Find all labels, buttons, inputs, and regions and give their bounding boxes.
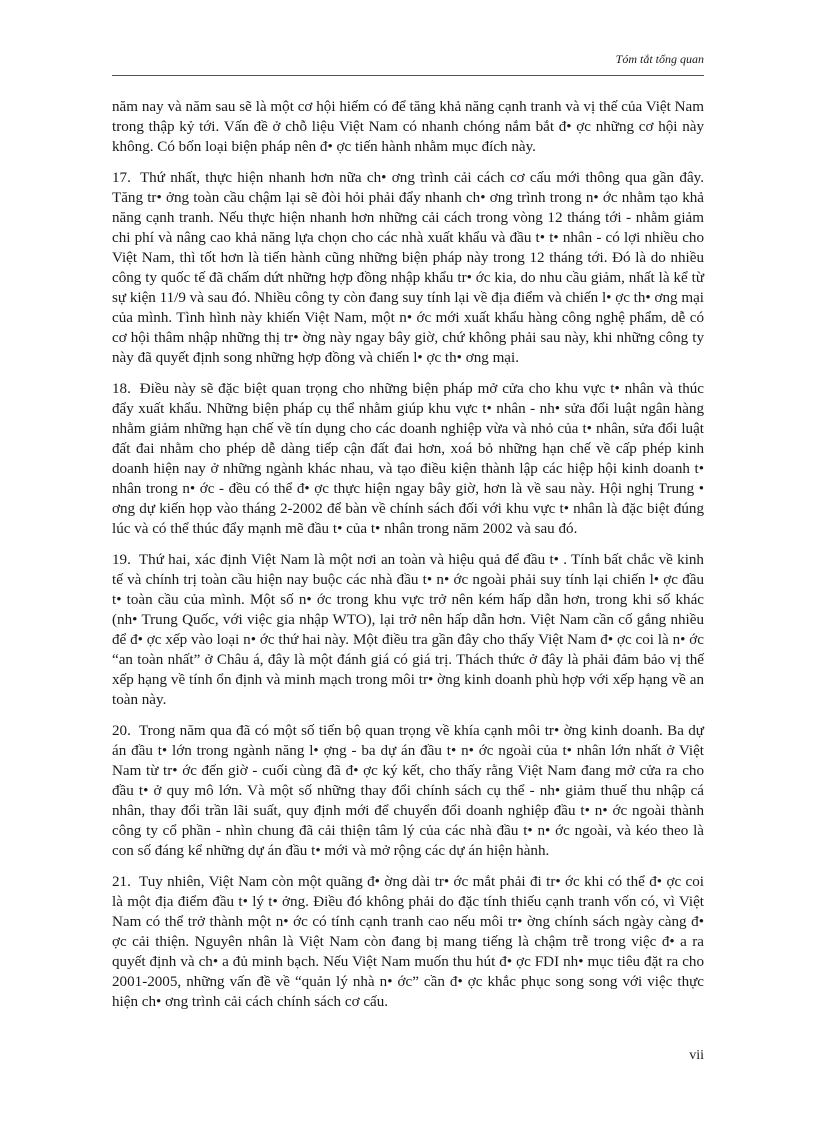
paragraph-number: 17. [112,170,131,186]
paragraph-number: 21. [112,874,131,890]
paragraph-17 [112,168,704,368]
paragraph-number: 20. [112,723,131,739]
paragraph-text: năm nay và năm sau sẽ là một cơ hội hiếm có để tăng khả năng cạnh tranh và vị thế của Việt Nam trong thập kỷ tới. Vấn đề ở chỗ liệu Việt Nam có nhanh chóng nắm bắt đ• ợc những cơ hội này không. Có bốn loại biện pháp nên đ• ợc tiến hành nhằm mục đích này. [112,99,704,155]
paragraph-text: Tuy nhiên, Việt Nam còn một quãng đ• ờng dài tr• ớc mắt phải đi tr• ớc khi có thể đ• ợc coi là một địa điểm đầu t• lý t• ởng. Điều đó không phải do đặc tính thiếu cạnh tranh vốn có, vì Việt Nam có thể trở thành một n• ớc có tính cạnh tranh cao nếu môi tr• ờng chính sách ngày càng đ• ợc cải thiện. Nguyên nhân là Việt Nam còn đang bị mang tiếng là chậm trễ trong việc đ• a ra quyết định và ch• a đủ minh bạch. Nếu Việt Nam muốn thu hút đ• ợc FDI nh• mục tiêu đặt ra cho 2001-2005, những vấn đề về “quản lý nhà n• ớc” cần đ• ợc khắc phục song song với việc thực hiện ch• ơng trình cải cách chính sách cơ cấu. [112,874,704,1010]
paragraph-text: Điều này sẽ đặc biệt quan trọng cho những biện pháp mở cửa cho khu vực t• nhân và thúc đẩy xuất khẩu. Những biện pháp cụ thể nhằm giúp khu vực t• nhân - nh• sửa đổi luật ngân hàng nhằm giảm những hạn chế về tín dụng cho các doanh nghiệp vừa và nhỏ của t• nhân, sửa đổi luật đất đai nhằm cho phép dễ dàng tiếp cận đất đai hơn, xoá bỏ những hạn chế về cấp phép kinh doanh hiện nay ở những ngành khác nhau, và tạo điều kiện thành lập các hiệp hội kinh doanh t• nhân trong n• ớc - đều có thể đ• ợc thực hiện ngay bây giờ, hơn là về sau này. Hội nghị Trung • ơng dự kiến họp vào tháng 2-2002 để bàn về chính sách đối với khu vực t• nhân là đặc biệt đúng lúc và có thể thúc đẩy mạnh mẽ đầu t• của t• nhân trong năm 2002 và sau đó. [112,381,704,537]
running-header: Tóm tắt tổng quan [615,52,704,66]
paragraph-text: Thứ hai, xác định Việt Nam là một nơi an toàn và hiệu quả để đầu t• . Tính bất chắc về kinh tế và chính trị toàn cầu hiện nay buộc các nhà đầu t• n• ớc ngoài phải suy tính lại chiến l• ợc đầu t• toàn cầu của mình. Một số n• ớc trong khu vực trở nên kém hấp dẫn hơn, trong khi số khác (nh• Trung Quốc, với việc gia nhập WTO), lại trở nên hấp dẫn hơn. Việt Nam cần cố gắng nhiều để đ• ợc xếp vào loại n• ớc thứ hai này. Một điều tra gần đây cho thấy Việt Nam đ• ợc coi là n• ớc “an toàn nhất” ở Châu á, đây là một đánh giá có giá trị. Thách thức ở đây là phải đảm bảo vị thế xếp hạng về tính ổn định và minh mạch trong môi tr• ờng kinh doanh phù hợp với xếp hạng về an toàn này. [112,552,704,708]
paragraph-number: 18. [112,381,131,397]
paragraph-18 [112,379,704,539]
paragraph-19 [112,550,704,710]
paragraph-text: Trong năm qua đã có một số tiến bộ quan trọng về khía cạnh môi tr• ờng kinh doanh. Ba dự án đầu t• lớn trong ngành năng l• ợng - ba dự án đầu t• n• ớc ngoài của t• nhân lớn nhất ở Việt Nam từ tr• ớc đến giờ - cuối cùng đã đ• ợc ký kết, cho thấy rằng Việt Nam đang mở cửa ra cho đầu t• ở quy mô lớn. Và một số những thay đổi chính sách cụ thể - nh• giảm thuế thu nhập cá nhân, thay đổi trần lãi suất, quy định mới để chuyển đổi doanh nghiệp đầu t• n• ớc ngoài thành công ty cổ phần - nhìn chung đã cải thiện tâm lý của các nhà đầu t• n• ớc ngoài, và kéo theo là con số đáng kể những dự án đầu t• mới và mở rộng các dự án hiện hành. [112,723,704,859]
paragraph-continuation [112,97,704,157]
paragraph-number: 19. [112,552,131,568]
body-text [112,97,704,1023]
paragraph-text: Thứ nhất, thực hiện nhanh hơn nữa ch• ơng trình cải cách cơ cấu mới thông qua gần đây. Tăng tr• ởng toàn cầu chậm lại sẽ đòi hỏi phải đẩy nhanh ch• ơng trình trong n• ớc nhằm tạo khả năng cạnh tranh. Nếu thực hiện nhanh hơn những cải cách trong vòng 12 tháng tới - nhằm giảm chi phí và nâng cao khả năng lựa chọn cho các nhà xuất khẩu và đầu t• t• nhân - có lợi nhiều cho Việt Nam, thì tốt hơn là tiến hành cũng những biện pháp này trong 12 tháng tới. Đó là do nhiều công ty quốc tế đã chấm dứt những hợp đồng nhập khẩu tr• ớc kia, do nhu cầu giảm, nhất là kể từ sự kiện 11/9 và sau đó. Nhiều công ty còn đang suy tính lại về địa điểm và chiến l• ợc th• ơng mại của mình. Tình hình này khiến Việt Nam, một n• ớc mới xuất khẩu hàng công nghệ phẩm, dễ có cơ hội thâm nhập những thị tr• ờng này ngay bây giờ, chứ không phải sau này, khi những công ty này đã quyết định song những hợp đồng và chiến l• ợc th• ơng mại. [112,170,704,366]
paragraph-20 [112,721,704,861]
header-divider [112,75,704,76]
paragraph-21 [112,872,704,1012]
page-number: vii [689,1048,704,1063]
